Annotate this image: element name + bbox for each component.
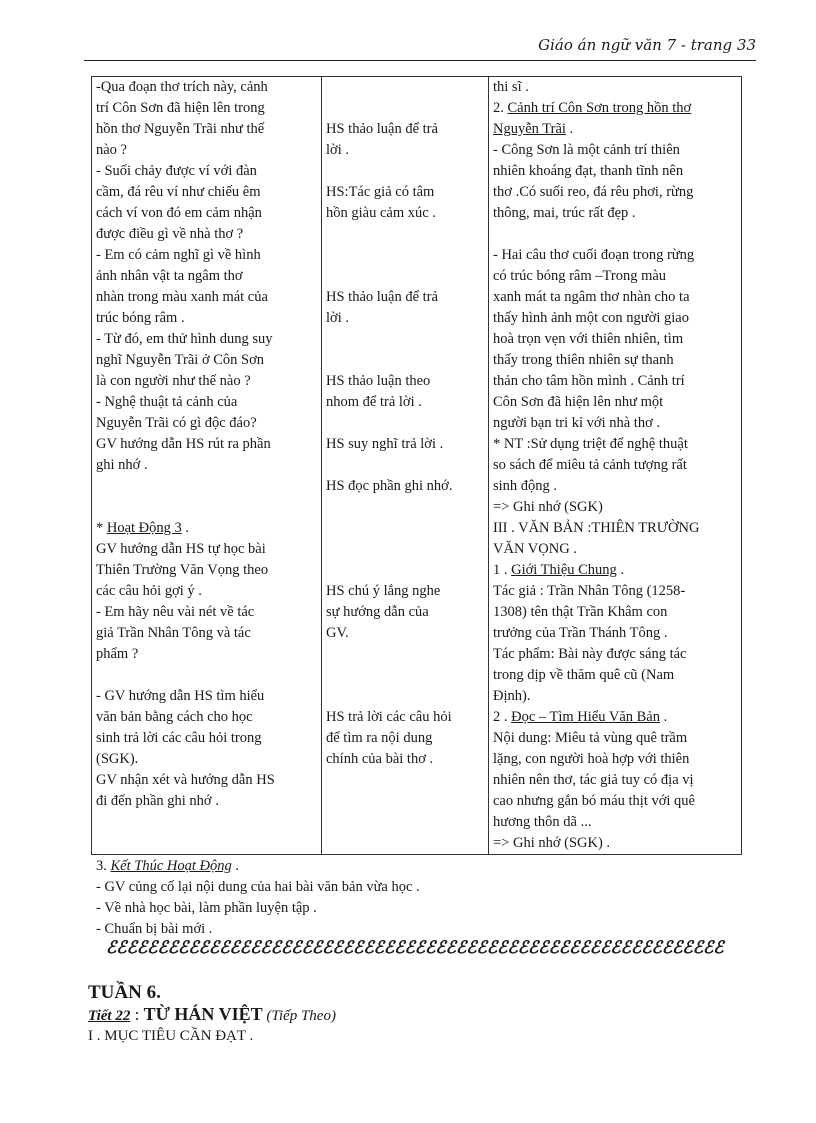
text-line: chính của bài thơ . bbox=[326, 751, 434, 767]
closing-item: - Về nhà học bài, làm phần luyện tập . bbox=[96, 900, 317, 916]
student-activity-column bbox=[322, 77, 489, 855]
text-line: (SGK). bbox=[96, 751, 139, 767]
text-line: giả Trần Nhân Tông và tác bbox=[96, 625, 251, 641]
text-line: hương thôn dã ... bbox=[493, 814, 592, 830]
text-line: nhiên khoáng đạt, thanh tĩnh nên bbox=[493, 163, 684, 179]
section-2-heading-cont: Nguyễn Trãi . bbox=[493, 121, 574, 137]
text-line: đi đến phần ghi nhớ . bbox=[96, 793, 219, 809]
ornament-divider: ℰℰℰℰℰℰℰℰℰℰℰℰℰℰℰℰℰℰℰℰℰℰℰℰℰℰℰℰℰℰℰℰℰℰℰℰℰℰℰℰℰℰℰℰℰℰℰℰℰℰℰℰℰℰℰℰℰℰℰℰ bbox=[106, 938, 724, 957]
week-title: TUẦN 6. bbox=[88, 982, 161, 1003]
text-line: các câu hỏi gợi ý . bbox=[96, 583, 202, 599]
text-line: lời . bbox=[326, 310, 349, 326]
reading-heading: 2 . Đọc – Tìm Hiểu Văn Bản . bbox=[493, 709, 668, 725]
text-line: nhom để trả lời . bbox=[326, 394, 422, 410]
running-header: Giáo án ngữ văn 7 - trang 33 bbox=[538, 36, 756, 54]
section-2-heading: 2. Cảnh trí Côn Sơn trong hồn thơ bbox=[493, 100, 692, 116]
text-line: - Hai câu thơ cuối đoạn trong rừng bbox=[493, 247, 695, 263]
text-line: nghĩ Nguyễn Trãi ở Côn Sơn bbox=[96, 352, 265, 368]
text-line: để tìm ra nội dung bbox=[326, 730, 433, 746]
text-line: - Suối chảy được ví với đàn bbox=[96, 163, 257, 179]
text-line: GV hướng dẫn HS rút ra phần bbox=[96, 436, 271, 452]
teacher-activity-column bbox=[92, 77, 322, 855]
text-line: HS trả lời các câu hỏi bbox=[326, 709, 452, 725]
closing-item: - Chuẩn bị bài mới . bbox=[96, 921, 213, 937]
lesson-title: Tiết 22 : TỪ HÁN VIỆT (Tiếp Theo) bbox=[88, 1004, 336, 1024]
text-line: ảnh nhân vật ta ngâm thơ bbox=[96, 268, 243, 284]
text-line: sinh trả lời các câu hỏi trong bbox=[96, 730, 262, 746]
text-line: hồn giàu cảm xúc . bbox=[326, 205, 436, 221]
text-line: trí Côn Sơn đã hiện lên trong bbox=[96, 100, 265, 116]
text-line: nào ? bbox=[96, 142, 127, 158]
text-line: thản cho tâm hồn mình . Cảnh trí bbox=[493, 373, 685, 389]
text-line: phẩm ? bbox=[96, 646, 139, 662]
text-line: Côn Sơn đã hiện lên như một bbox=[493, 394, 664, 410]
text-line: trưởng của Trần Thánh Tông . bbox=[493, 625, 668, 641]
text-line: người bạn tri kỉ với nhà thơ . bbox=[493, 415, 660, 431]
text-line: hồn thơ Nguyễn Trãi như thế bbox=[96, 121, 265, 137]
text-line: GV. bbox=[326, 625, 349, 641]
text-line: HS thảo luận để trả bbox=[326, 121, 438, 137]
text-line: => Ghi nhớ (SGK) bbox=[493, 499, 603, 515]
text-line: Định). bbox=[493, 688, 531, 704]
text-line: * NT :Sử dụng triệt để nghệ thuật bbox=[493, 436, 688, 452]
text-line: cách ví von đó em cảm nhận bbox=[96, 205, 262, 221]
text-line: cao nhưng gắn bó máu thịt với quê bbox=[493, 793, 695, 809]
text-line: thông, mai, trúc rất đẹp . bbox=[493, 205, 636, 221]
text-line: HS đọc phần ghi nhớ. bbox=[326, 478, 453, 494]
text-line: ghi nhớ . bbox=[96, 457, 148, 473]
closing-item: - GV củng cố lại nội dung của hai bài văn bản vừa học . bbox=[96, 879, 420, 895]
text-line: có trúc bóng râm –Trong màu bbox=[493, 268, 667, 284]
text-line: - Nghệ thuật tả cảnh của bbox=[96, 394, 238, 410]
text-line: HS thảo luận để trả bbox=[326, 289, 438, 305]
text-line: hoà trọn vẹn với thiên nhiên, tìm bbox=[493, 331, 684, 347]
text-line: nhiên nên thơ, tác giả tuy có địa vị bbox=[493, 772, 694, 788]
text-line: trong dịp về thăm quê cũ (Nam bbox=[493, 667, 675, 683]
intro-heading: 1 . Giới Thiệu Chung . bbox=[493, 562, 625, 578]
text-line: HS:Tác giả có tâm bbox=[326, 184, 435, 200]
text-line: nhàn trong màu xanh mát của bbox=[96, 289, 268, 305]
goal-heading: I . MỤC TIÊU CẦN ĐẠT . bbox=[88, 1028, 254, 1044]
text-line: - Từ đó, em thử hình dung suy bbox=[96, 331, 273, 347]
text-line: so sách để miêu tả cảnh tượng rất bbox=[493, 457, 687, 473]
text-line: xanh mát ta ngâm thơ nhàn cho ta bbox=[493, 289, 690, 305]
text-line: lời . bbox=[326, 142, 349, 158]
text-line: Tác phẩm: Bài này được sáng tác bbox=[493, 646, 687, 662]
header-rule bbox=[84, 60, 756, 61]
text-line: là con người như thế nào ? bbox=[96, 373, 251, 389]
text-line: lặng, con người hoà hợp với thiên bbox=[493, 751, 690, 767]
content-line: thi sĩ . bbox=[493, 79, 529, 95]
text-line: VĂN VỌNG . bbox=[493, 541, 577, 557]
text-line: văn bản bằng cách cho học bbox=[96, 709, 253, 725]
text-line: HS thảo luận theo bbox=[326, 373, 431, 389]
text-line: 1308) tên thật Trần Khâm con bbox=[493, 604, 668, 620]
closing-section bbox=[96, 856, 420, 940]
text-line: Nguyễn Trãi có gì độc đáo? bbox=[96, 415, 257, 431]
text-line: thơ .Có suối reo, đá rêu phơi, rừng bbox=[493, 184, 694, 200]
activity-3-heading: * Hoạt Động 3 . bbox=[96, 520, 190, 536]
text-line: sinh động . bbox=[493, 478, 558, 494]
text-line: - GV hướng dẫn HS tìm hiểu bbox=[96, 688, 265, 704]
text-line: được điều gì về nhà thơ ? bbox=[96, 226, 244, 242]
table-row bbox=[92, 77, 742, 855]
closing-heading: 3. Kết Thúc Hoạt Động . bbox=[96, 858, 239, 874]
text-line: GV hướng dẫn HS tự học bài bbox=[96, 541, 266, 557]
text-line: thấy trong thiên nhiên sự thanh bbox=[493, 352, 674, 368]
text-line: => Ghi nhớ (SGK) . bbox=[493, 835, 611, 851]
text-line: -Qua đoạn thơ trích này, cảnh bbox=[96, 79, 268, 95]
text-line: III . VĂN BẢN :THIÊN TRƯỜNG bbox=[493, 520, 700, 536]
text-line: Tác giả : Trần Nhân Tông (1258- bbox=[493, 583, 686, 599]
text-line: - Em hãy nêu vài nét về tác bbox=[96, 604, 255, 620]
text-line: cầm, đá rêu ví như chiếu êm bbox=[96, 184, 261, 200]
text-line: thấy hình ảnh một con người giao bbox=[493, 310, 689, 326]
text-line: GV nhận xét và hướng dẫn HS bbox=[96, 772, 275, 788]
text-line: HS chú ý lắng nghe bbox=[326, 583, 441, 599]
content-column bbox=[489, 77, 742, 855]
text-line: - Em có cảm nghĩ gì về hình bbox=[96, 247, 261, 263]
text-line: HS suy nghĩ trả lời . bbox=[326, 436, 444, 452]
lesson-table bbox=[91, 76, 742, 855]
text-line: trúc bóng râm . bbox=[96, 310, 185, 326]
text-line: Nội dung: Miêu tả vùng quê trầm bbox=[493, 730, 688, 746]
text-line: Thiên Trường Văn Vọng theo bbox=[96, 562, 269, 578]
text-line: - Công Sơn là một cảnh trí thiên bbox=[493, 142, 680, 158]
text-line: sự hướng dẫn của bbox=[326, 604, 429, 620]
